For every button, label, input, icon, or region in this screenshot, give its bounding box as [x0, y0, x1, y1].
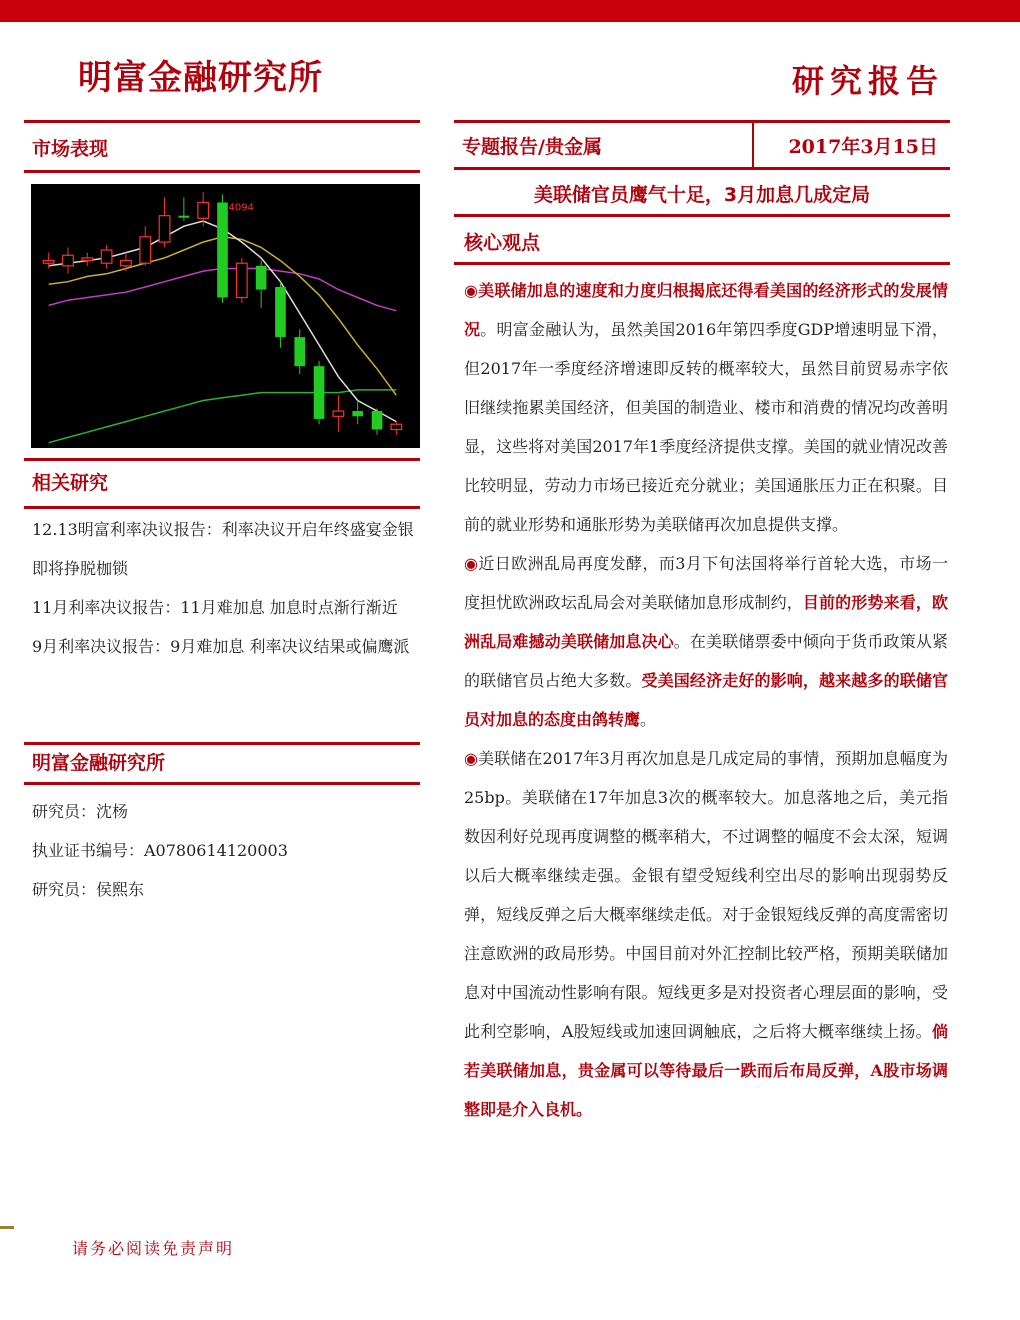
text: 美联储在2017年3月再次加息是几成定局的事情，预期加息幅度为25bp。美联储在17年加息3次的概率较大。加息落地之后，美元指数因利好兑现再度调整的概率稍大，不过调整的幅度不会太深，短调以后大概率继续走强。金银有望受短线利空出尽的影响出现弱势反弹，短线反弹之后大概率继续走低。对于金银短线反弹的高度需密切注意欧洲的政局形势。中国目前对外汇控制比较严格，预期美联储加息对中国流动性影响有限。短线更多是对投资者心理层面的影响，受此利空影响，A股短线或加速回调触底，之后将大概率继续上扬。	[464, 749, 948, 1041]
rule-meta-bottom	[454, 167, 950, 170]
candle	[82, 253, 93, 266]
candle-body	[63, 255, 74, 266]
rule-related-top	[24, 458, 420, 461]
candle-body	[198, 202, 209, 218]
institute-title: 明富金融研究所	[32, 752, 166, 774]
emphasis: 美联储加息的速度和力度归根揭底还得看美国的经济形式的发展情况	[464, 281, 948, 339]
text: 近日欧洲乱局再度发酵，而3月下旬法国将举行首轮大选，市场一度担忧欧洲政坛乱局会对美联储加息形成制约，	[464, 554, 948, 612]
candle	[101, 245, 112, 269]
bullet-icon: ◉	[464, 281, 479, 300]
rule-institute-bottom	[24, 782, 420, 785]
text: 。明富金融认为，虽然美国2016年第四季度GDP增速明显下滑，但2017年一季度经济增速即反转的概率较大，虽然目前贸易赤字依旧继续拖累美国经济，但美国的制造业、楼市和消费的情况均改善明显，这些将对美国2017年1季度经济提供支撑。美国的就业情况改善比较明显，劳动力市场已接近充分就业；美国通胀压力正在积聚。目前的就业形势和通胀形势为美联储再次加息提供支撑。	[464, 320, 948, 534]
candle-body	[372, 411, 383, 429]
rule-market-top	[24, 120, 420, 123]
candle-body	[43, 261, 54, 264]
rule-institute-top	[24, 742, 420, 745]
candle	[159, 197, 170, 247]
disclaimer-link[interactable]: 请务必阅读免责声明	[72, 1239, 235, 1258]
market-chart	[31, 184, 420, 448]
bullet-icon: ◉	[464, 554, 479, 573]
candle-body	[179, 216, 190, 218]
related-title: 相关研究	[32, 472, 109, 494]
analyst-name: 研究员：沈杨	[32, 802, 129, 821]
candle-body	[237, 263, 248, 297]
candle	[63, 247, 74, 273]
analyst-name: 研究员：侯熙东	[32, 880, 145, 899]
candle-body	[294, 337, 305, 366]
candle	[140, 226, 151, 266]
rule-related-bottom	[24, 506, 420, 509]
meta-divider	[752, 120, 754, 168]
emphasis: 受美国经济走好的影响，越来越多的联储官员对加息的态度由鸽转鹰	[464, 671, 948, 729]
analyst-list	[32, 792, 418, 909]
candle	[372, 408, 383, 434]
report-headline: 美联储官员鹰气十足，3月加息几成定局	[533, 184, 871, 206]
candle	[391, 422, 402, 435]
analyst-license: 执业证书编号：A0780614120003	[32, 841, 288, 860]
candle-body	[101, 250, 112, 263]
market-title: 市场表现	[32, 138, 109, 160]
candle	[217, 195, 228, 303]
candle	[121, 253, 132, 271]
candle-body	[314, 366, 325, 419]
meta-row	[454, 120, 950, 168]
core-body	[464, 271, 948, 1129]
candle-body	[121, 261, 132, 266]
candle	[314, 361, 325, 424]
candle-body	[391, 424, 402, 429]
candle	[179, 197, 190, 221]
related-list	[32, 510, 418, 666]
candle	[256, 261, 267, 309]
candle-body	[217, 202, 228, 297]
related-item[interactable]: 11月利率决议报告：11月难加息 加息时点渐行渐近	[32, 598, 398, 617]
top-red-bar	[0, 0, 1020, 22]
candle	[333, 395, 344, 432]
candle-body	[82, 258, 93, 261]
candle-body	[275, 287, 286, 337]
related-item[interactable]: 9月利率决议报告：9月难加息 利率决议结果或偏鹰派	[32, 637, 410, 656]
candle	[294, 329, 305, 374]
related-item[interactable]: 12.13明富利率决议报告：利率决议开启年终盛宴金银即将挣脱枷锁	[32, 520, 414, 578]
report-category: 专题报告/贵金属	[462, 136, 602, 158]
candle	[198, 192, 209, 226]
candle-body	[256, 266, 267, 290]
emphasis: 倘若美联储加息，贵金属可以等待最后一跌而后布局反弹，A股市场调整即是介入良机。	[464, 1022, 948, 1119]
emphasis: 目前的形势来看，欧洲乱局难撼动美联储加息决心	[464, 593, 948, 651]
paragraph-2	[464, 544, 948, 739]
candle	[275, 282, 286, 348]
report-date: 2017年3月15日	[788, 136, 938, 158]
candle-body	[333, 411, 344, 416]
brand-logo: 明富金融研究所	[78, 58, 323, 98]
candle-body	[140, 237, 151, 263]
text: 。	[640, 710, 657, 729]
candlestick-chart	[31, 184, 420, 448]
candle	[43, 253, 54, 269]
core-title: 核心观点	[464, 232, 541, 254]
candle-body	[159, 216, 170, 242]
peak-annotation: 4094	[228, 202, 254, 214]
rule-headline-bottom	[454, 214, 950, 217]
candle-body	[352, 411, 363, 416]
rule-market-bottom	[24, 170, 420, 173]
bullet-icon: ◉	[464, 749, 479, 768]
footer-tick	[0, 1226, 14, 1229]
paragraph-1	[464, 271, 948, 544]
text: 。在美联储票委中倾向于货币政策从紧的联储官员占绝大多数。	[464, 632, 948, 690]
candle	[352, 400, 363, 424]
paragraph-3	[464, 739, 948, 1129]
report-type-label: 研究报告	[791, 62, 944, 100]
candle	[237, 258, 248, 303]
rule-core-bottom	[454, 262, 950, 265]
